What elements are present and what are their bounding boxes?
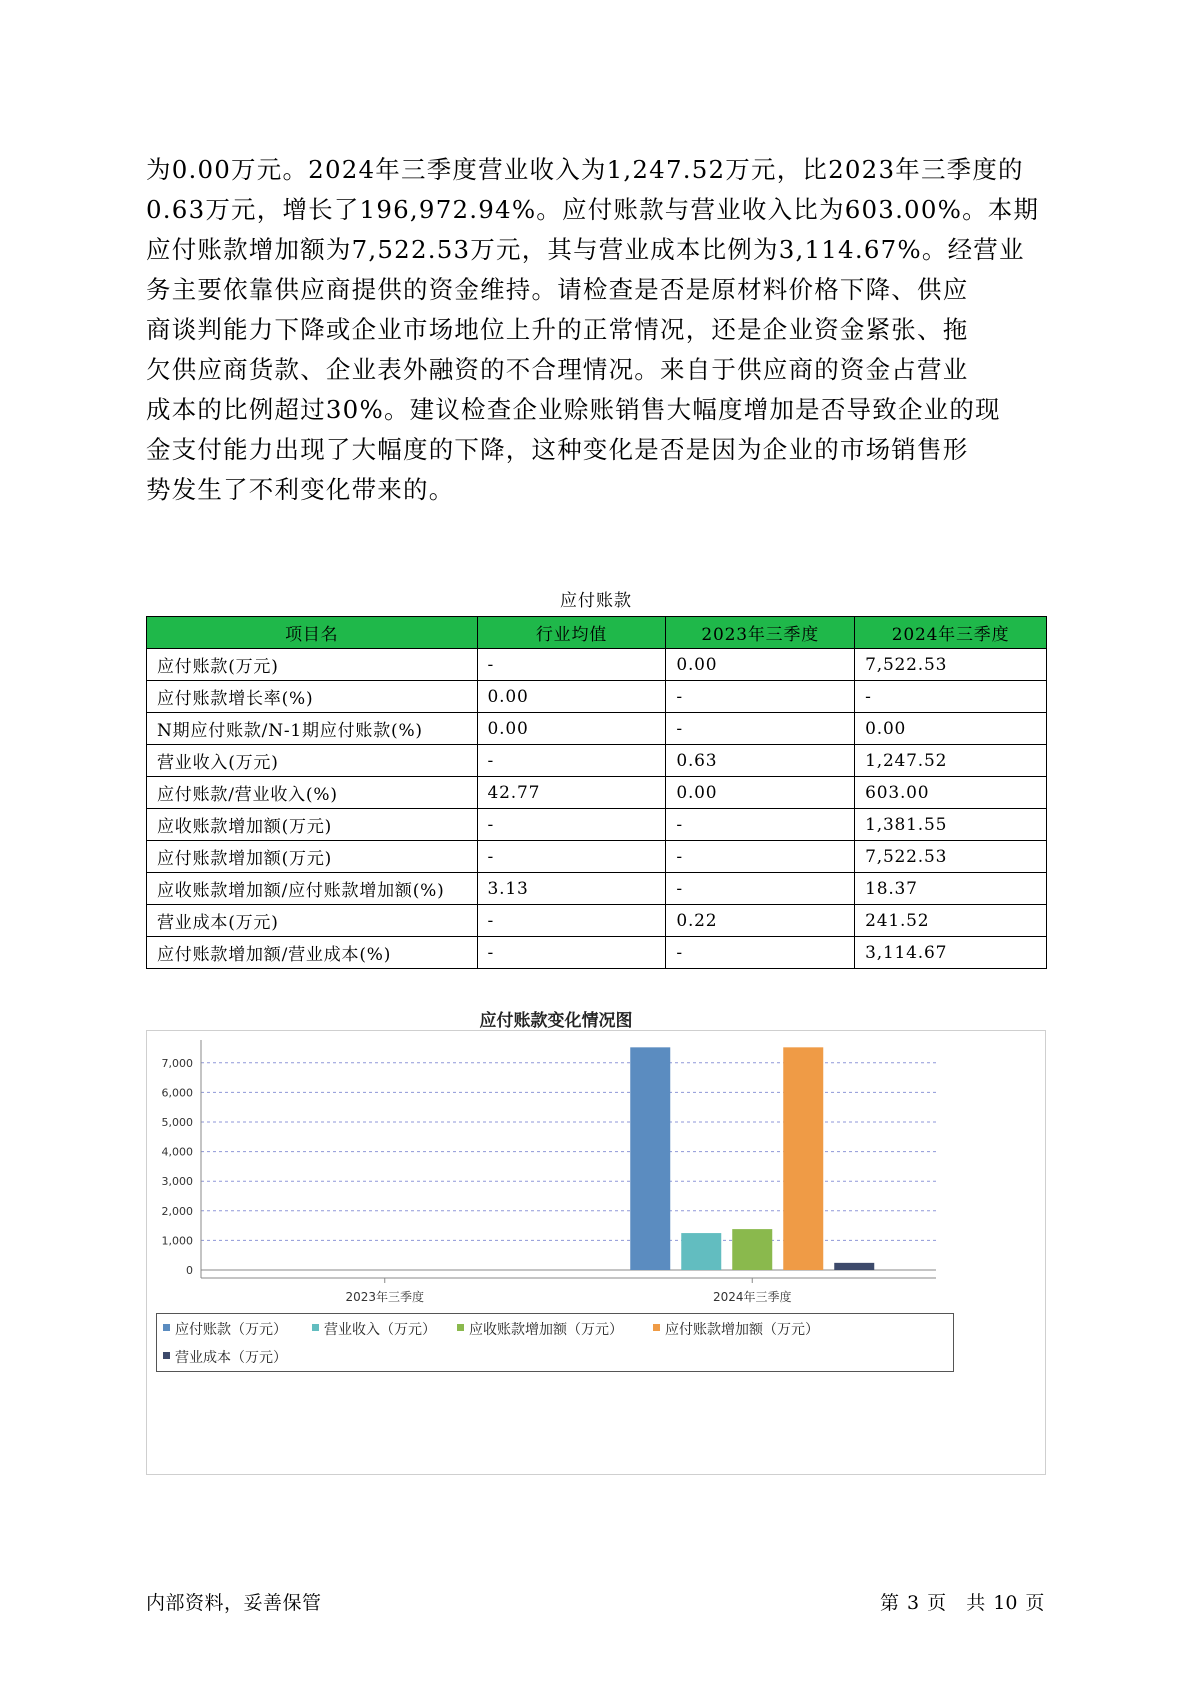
cell-2023-q3: 0.63 — [666, 745, 855, 777]
cell-2024-q3: 1,247.52 — [855, 745, 1047, 777]
legend-label: 营业成本（万元） — [175, 1350, 287, 1366]
y-tick-label: 5,000 — [161, 1116, 193, 1129]
accounts-payable-table — [146, 616, 1047, 969]
paragraph-line: 商谈判能力下降或企业市场地位上升的正常情况，还是企业资金紧张、拖 — [146, 315, 969, 344]
paragraph-line: 成本的比例超过30%。建议检查企业赊账销售大幅度增加是否导致企业的现 — [146, 395, 1001, 424]
cell-2023-q3: 0.00 — [666, 649, 855, 681]
total-pages: 10 — [993, 1592, 1018, 1614]
cell-2024-q3: 603.00 — [855, 777, 1047, 809]
paragraph-line: 欠供应商货款、企业表外融资的不合理情况。来自于供应商的资金占营业 — [146, 355, 969, 384]
cell-2024-q3: 241.52 — [855, 905, 1047, 937]
row-label: 营业成本(万元) — [147, 905, 478, 937]
bar — [834, 1263, 874, 1270]
x-tick-label: 2023年三季度 — [345, 1290, 425, 1304]
row-label: 应付账款增加额/营业成本(%) — [147, 937, 478, 969]
row-label: 应付账款增加额(万元) — [147, 841, 478, 873]
paragraph-line: 应付账款增加额为7,522.53万元，其与营业成本比例为3,114.67%。经营业 — [146, 235, 1025, 264]
cell-industry-average: - — [477, 905, 666, 937]
y-tick-label: 4,000 — [161, 1145, 193, 1159]
table-row — [147, 873, 1047, 905]
table-row — [147, 681, 1047, 713]
row-label: 应付账款/营业收入(%) — [147, 777, 478, 809]
cell-2024-q3: - — [855, 681, 1047, 713]
table-row — [147, 713, 1047, 745]
header-industry-average: 行业均值 — [477, 617, 666, 649]
legend-swatch — [163, 1352, 170, 1359]
cell-2023-q3: - — [666, 841, 855, 873]
paragraph-line: 金支付能力出现了大幅度的下降，这种变化是否是因为企业的市场销售形 — [146, 435, 969, 464]
legend-swatch — [312, 1324, 319, 1331]
cell-2024-q3: 18.37 — [855, 873, 1047, 905]
table-row — [147, 809, 1047, 841]
table-row — [147, 777, 1047, 809]
row-label: 应付账款增长率(%) — [147, 681, 478, 713]
paragraph-line: 0.63万元，增长了196,972.94%。应付账款与营业收入比为603.00%。本期 — [146, 195, 1040, 224]
legend-label: 应付账款（万元） — [175, 1322, 287, 1338]
paragraph-line: 势发生了不利变化带来的。 — [146, 475, 455, 504]
bar-chart — [146, 1011, 1046, 1475]
header-2024-q3: 2024年三季度 — [855, 617, 1047, 649]
paragraph-line: 为0.00万元。2024年三季度营业收入为1,247.52万元，比2023年三季度的 — [146, 155, 1024, 184]
cell-2024-q3: 7,522.53 — [855, 649, 1047, 681]
legend-label: 应付账款增加额（万元） — [665, 1322, 819, 1338]
x-tick-label: 2024年三季度 — [712, 1290, 792, 1304]
table-row — [147, 905, 1047, 937]
cell-2023-q3: - — [666, 873, 855, 905]
page-prefix: 第 — [880, 1592, 900, 1614]
cell-2024-q3: 0.00 — [855, 713, 1047, 745]
cell-industry-average: 3.13 — [477, 873, 666, 905]
y-tick-label: 7,000 — [161, 1056, 193, 1070]
table-row — [147, 937, 1047, 969]
page-unit: 页 — [927, 1592, 947, 1614]
y-tick-label: 2,000 — [161, 1204, 193, 1218]
cell-2023-q3: - — [666, 713, 855, 745]
cell-2023-q3: - — [666, 809, 855, 841]
y-tick-label: 6,000 — [161, 1086, 193, 1100]
cell-industry-average: - — [477, 745, 666, 777]
table-row — [147, 649, 1047, 681]
cell-2023-q3: - — [666, 937, 855, 969]
chart-frame — [147, 1031, 1046, 1475]
row-label: 营业收入(万元) — [147, 745, 478, 777]
row-label: 应收账款增加额(万元) — [147, 809, 478, 841]
header-2023-q3: 2023年三季度 — [666, 617, 855, 649]
bar — [630, 1047, 670, 1270]
cell-industry-average: - — [477, 649, 666, 681]
page-number — [880, 1588, 1052, 1615]
legend-swatch — [457, 1324, 464, 1331]
table-row — [147, 841, 1047, 873]
footer-confidential-note: 内部资料，妥善保管 — [146, 1592, 322, 1614]
total-prefix: 共 — [966, 1592, 986, 1614]
y-tick-label: 0 — [186, 1264, 193, 1277]
total-unit: 页 — [1025, 1592, 1045, 1614]
cell-2024-q3: 1,381.55 — [855, 809, 1047, 841]
cell-industry-average: - — [477, 809, 666, 841]
cell-industry-average: 42.77 — [477, 777, 666, 809]
table-title: 应付账款 — [560, 591, 632, 611]
cell-industry-average: 0.00 — [477, 713, 666, 745]
bar — [732, 1229, 772, 1270]
table-row — [147, 745, 1047, 777]
body-paragraph — [146, 150, 1046, 510]
cell-industry-average: 0.00 — [477, 681, 666, 713]
row-label: 应收账款增加额/应付账款增加额(%) — [147, 873, 478, 905]
chart-title: 应付账款变化情况图 — [479, 1011, 633, 1031]
row-label: 应付账款(万元) — [147, 649, 478, 681]
page-current: 3 — [907, 1592, 920, 1614]
y-tick-label: 3,000 — [161, 1175, 193, 1189]
cell-2023-q3: 0.00 — [666, 777, 855, 809]
table-header-row — [147, 617, 1047, 649]
cell-industry-average: - — [477, 841, 666, 873]
cell-2024-q3: 7,522.53 — [855, 841, 1047, 873]
y-tick-label: 1,000 — [161, 1234, 193, 1248]
row-label: N期应付账款/N-1期应付账款(%) — [147, 713, 478, 745]
cell-2024-q3: 3,114.67 — [855, 937, 1047, 969]
cell-industry-average: - — [477, 937, 666, 969]
legend-swatch — [653, 1324, 660, 1331]
cell-2023-q3: - — [666, 681, 855, 713]
legend-label: 应收账款增加额（万元） — [469, 1322, 623, 1338]
header-item-name: 项目名 — [147, 617, 478, 649]
legend-label: 营业收入（万元） — [324, 1322, 436, 1338]
bar — [681, 1233, 721, 1270]
bar — [783, 1047, 823, 1270]
legend-swatch — [163, 1324, 170, 1331]
paragraph-line: 务主要依靠供应商提供的资金维持。请检查是否是原材料价格下降、供应 — [146, 275, 969, 304]
cell-2023-q3: 0.22 — [666, 905, 855, 937]
